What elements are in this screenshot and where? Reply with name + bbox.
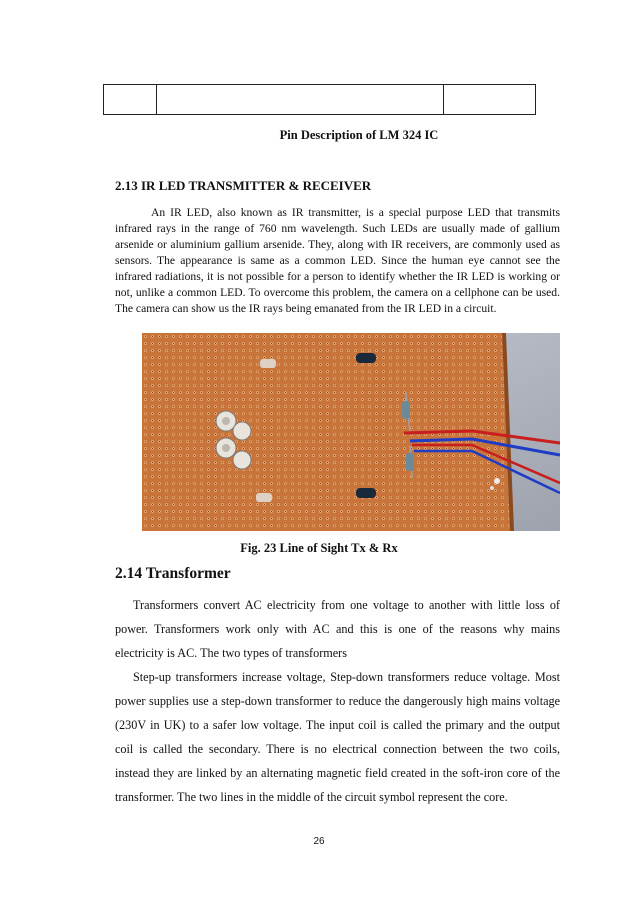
- table-caption: Pin Description of LM 324 IC: [279, 128, 439, 142]
- ir-led-paragraph: An IR LED, also known as IR transmitter, is a special purpose LED that transmits infrared rays in the range of 760 nm wavelength. Such LEDs are usually made of gallium arsenide or aluminium gallium arsenide. They, along with IR receivers, are commonly used as sensors. The appearance is same as a common LED. Since the human eye cannot see the infrared radiations, it is not possible for a person to identify whether the IR LED is working or not, unlike a common LED. To overcome this problem, the camera on a cellphone can be used. The camera can show us the IR rays being emanated from the IR LED in a circuit.: [115, 206, 560, 315]
- page-number: 26: [313, 836, 325, 847]
- section-heading-2-13: 2.13 IR LED TRANSMITTER & RECEIVER: [115, 178, 372, 193]
- circuit-board-photo: [142, 333, 560, 531]
- table-cell: [157, 85, 444, 115]
- table-row: [104, 85, 536, 115]
- transformer-paragraph-2: Step-up transformers increase voltage, Step-down transformers reduce voltage. Most power supplies use a step-down transformer to reduce the dangerously high mains voltage (230V in UK) to a safer low voltage. The input coil is called the primary and the output coil is called the secondary. There is no electrical connection between the two coils, instead they are linked by an alternating magnetic field created in the soft-iron core of the transformer. The two lines in the middle of the circuit symbol represent the core.: [115, 670, 560, 804]
- table-cell: [444, 85, 536, 115]
- circuit-board-image: [142, 333, 560, 531]
- section-heading-2-14: 2.14 Transformer: [115, 565, 231, 582]
- figure-caption: Fig. 23 Line of Sight Tx & Rx: [240, 541, 398, 555]
- pin-description-table: [103, 84, 536, 115]
- table-cell: [104, 85, 157, 115]
- transformer-paragraph-1: Transformers convert AC electricity from one voltage to another with little loss of power. Transformers work only with AC and this is one of the reasons why mains electricity is AC. The two types of transformers: [115, 598, 560, 660]
